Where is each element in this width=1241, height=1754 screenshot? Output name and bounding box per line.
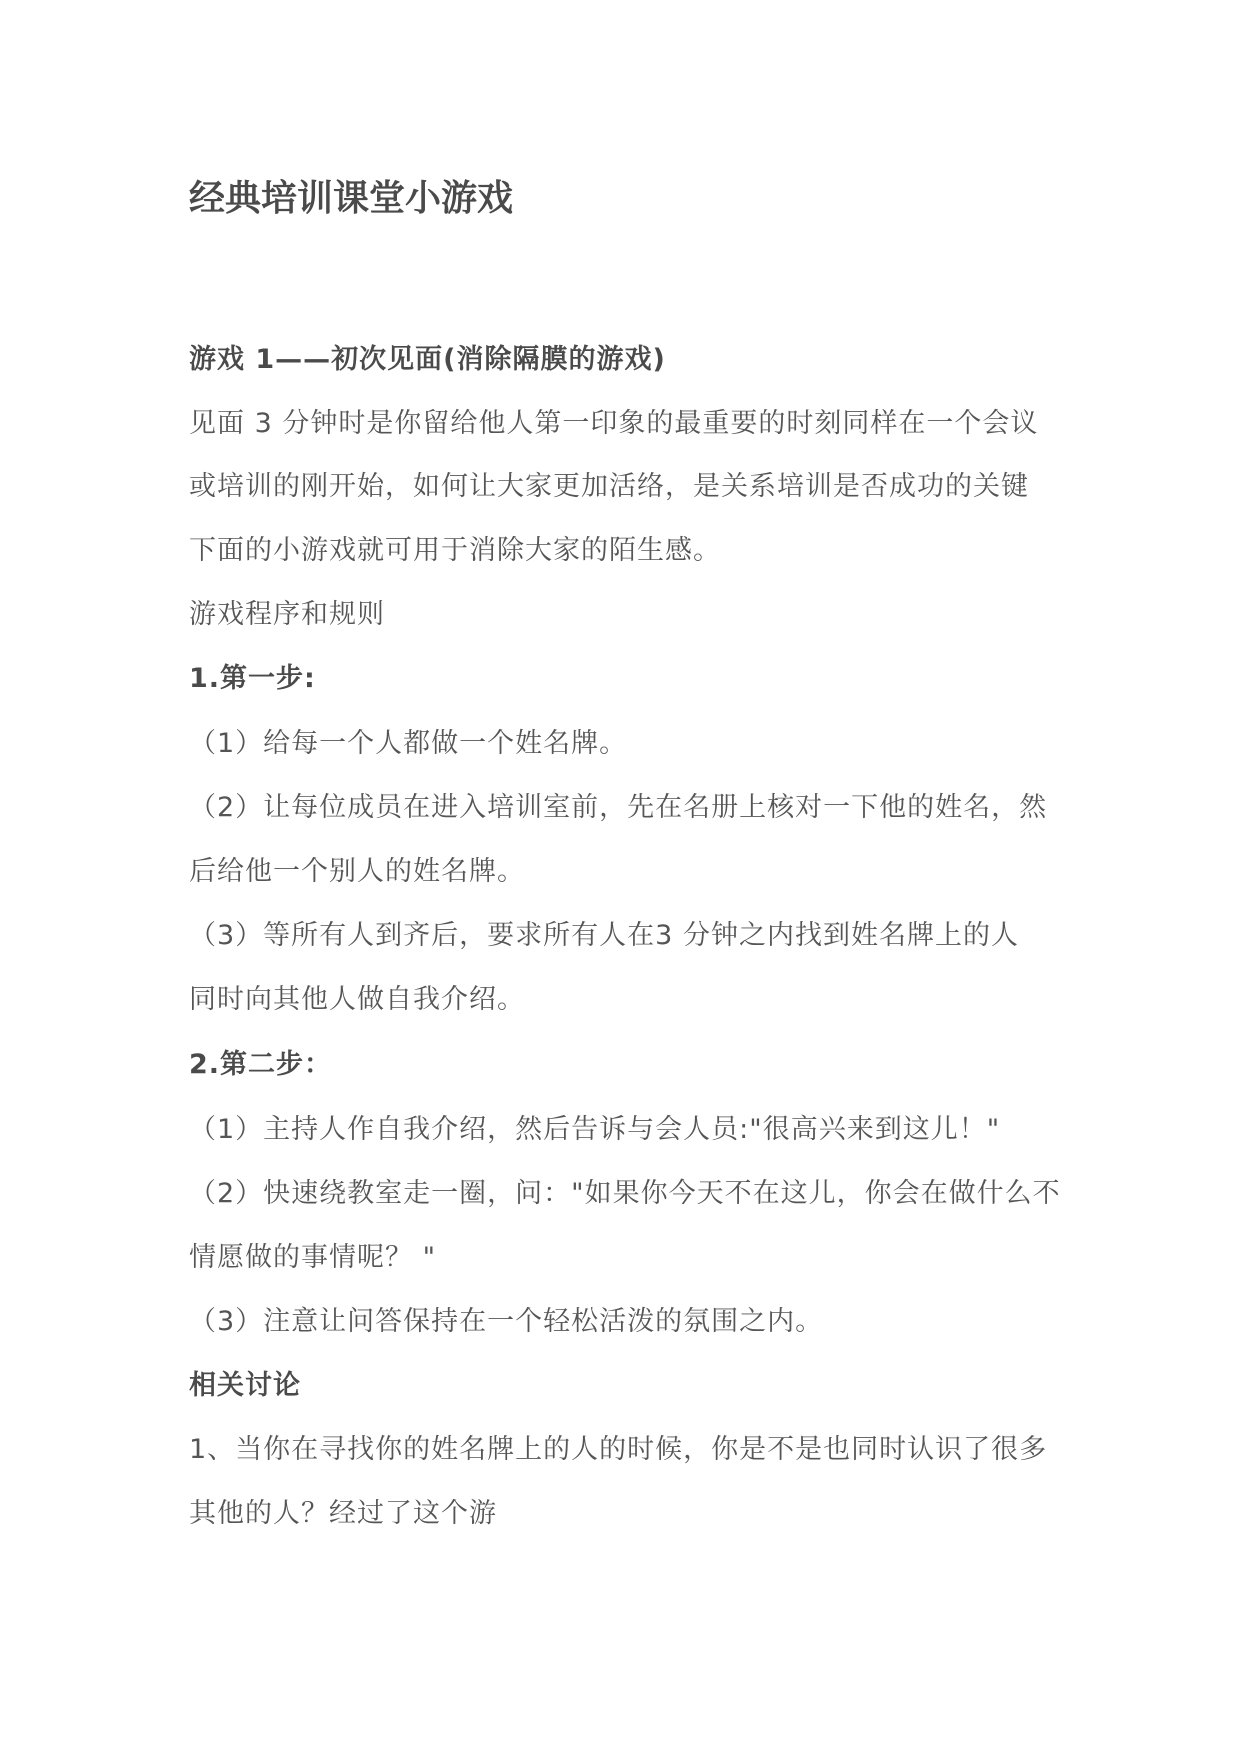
list-item-continued: 情愿做的事情呢？ " <box>189 1242 437 1273</box>
list-item: （3）注意让问答保持在一个轻松活泼的氛围之内。 <box>189 1306 824 1337</box>
paragraph-line: 或培训的刚开始，如何让大家更加活络，是关系培训是否成功的关键 <box>189 471 1029 502</box>
subheading-rules: 游戏程序和规则 <box>189 599 385 630</box>
list-item: （3）等所有人到齐后，要求所有人在3 分钟之内找到姓名牌上的人 <box>189 920 1019 951</box>
discussion-item-continued: 其他的人？经过了这个游 <box>189 1498 497 1529</box>
paragraph-line: 下面的小游戏就可用于消除大家的陌生感。 <box>189 535 721 566</box>
list-item: （2）快速绕教室走一圈，问："如果你今天不在这儿，你会在做什么不 <box>189 1178 1061 1209</box>
list-item-continued: 同时向其他人做自我介绍。 <box>189 984 525 1015</box>
discussion-item: 1、当你在寻找你的姓名牌上的人的时候，你是不是也同时认识了很多 <box>189 1434 1048 1465</box>
list-item: （1）给每一个人都做一个姓名牌。 <box>189 728 628 759</box>
section-heading-game-1: 游戏 1——初次见面(消除隔膜的游戏) <box>189 344 666 375</box>
document-title: 经典培训课堂小游戏 <box>189 177 514 219</box>
list-item: （2）让每位成员在进入培训室前，先在名册上核对一下他的姓名，然 <box>189 792 1048 823</box>
paragraph-line: 见面 3 分钟时是你留给他人第一印象的最重要的时刻同样在一个会议 <box>189 408 1039 439</box>
step-2-heading: 2.第二步： <box>189 1049 333 1080</box>
step-1-heading: 1.第一步: <box>189 663 316 694</box>
discussion-heading: 相关讨论 <box>189 1370 301 1401</box>
list-item-continued: 后给他一个别人的姓名牌。 <box>189 856 525 887</box>
list-item: （1）主持人作自我介绍，然后告诉与会人员:"很高兴来到这儿！" <box>189 1114 1001 1145</box>
